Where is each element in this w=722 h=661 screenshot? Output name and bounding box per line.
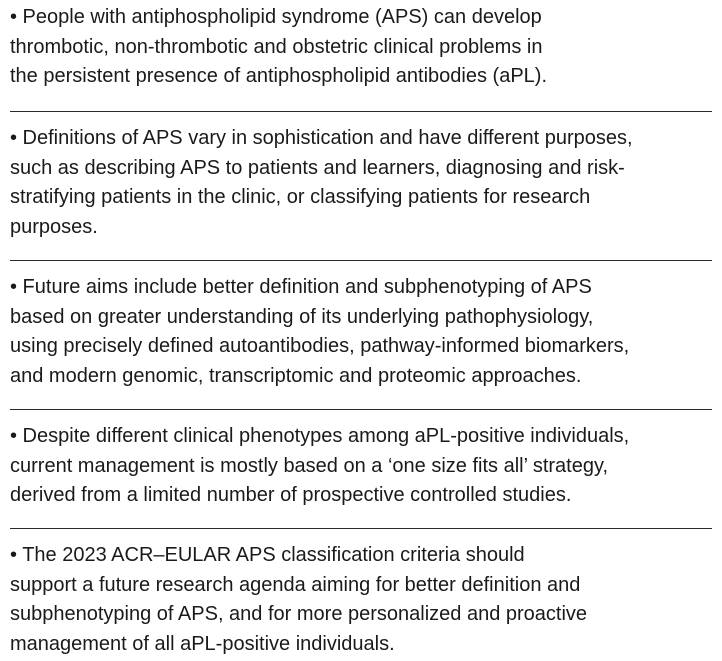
key-point-line: such as describing APS to patients and learners, diagnosing and risk- — [10, 156, 625, 179]
key-point-line: support a future research agenda aiming for better definition and — [10, 573, 581, 596]
key-point — [10, 410, 712, 528]
key-point-line: using precisely defined autoantibodies, pathway-informed biomarkers, — [10, 335, 630, 357]
key-point-line: • The 2023 ACR–EULAR APS classification criteria should — [10, 544, 525, 566]
key-point-line: stratifying patients in the clinic, or classifying patients for research — [10, 186, 591, 208]
key-point-line: management of all aPL-positive individuals. — [10, 632, 395, 655]
key-point — [10, 261, 712, 409]
key-point — [10, 529, 712, 659]
key-point-line: subphenotyping of APS, and for more personalized and proactive — [10, 603, 588, 625]
key-point-line: based on greater understanding of its underlying pathophysiology, — [10, 305, 594, 328]
key-point — [10, 3, 712, 111]
key-point-line: current management is mostly based on a ‘one size fits all’ strategy, — [10, 454, 609, 477]
key-point-line: • Despite different clinical phenotypes among aPL-positive individuals, — [10, 425, 630, 447]
key-point-line: purposes. — [10, 215, 98, 238]
key-points-list — [10, 3, 712, 659]
key-point-line: derived from a limited number of prospective controlled studies. — [10, 484, 572, 506]
key-point-line: • People with antiphospholipid syndrome (APS) can develop — [10, 6, 542, 28]
key-point-line: thrombotic, non-thrombotic and obstetric clinical problems in — [10, 35, 543, 58]
key-point-line: the persistent presence of antiphospholipid antibodies (aPL). — [10, 65, 548, 87]
key-point — [10, 112, 712, 260]
key-point-line: • Definitions of APS vary in sophistication and have different purposes, — [10, 127, 633, 149]
key-point-line: and modern genomic, transcriptomic and proteomic approaches. — [10, 364, 582, 387]
key-point-line: • Future aims include better definition and subphenotyping of APS — [10, 276, 592, 298]
